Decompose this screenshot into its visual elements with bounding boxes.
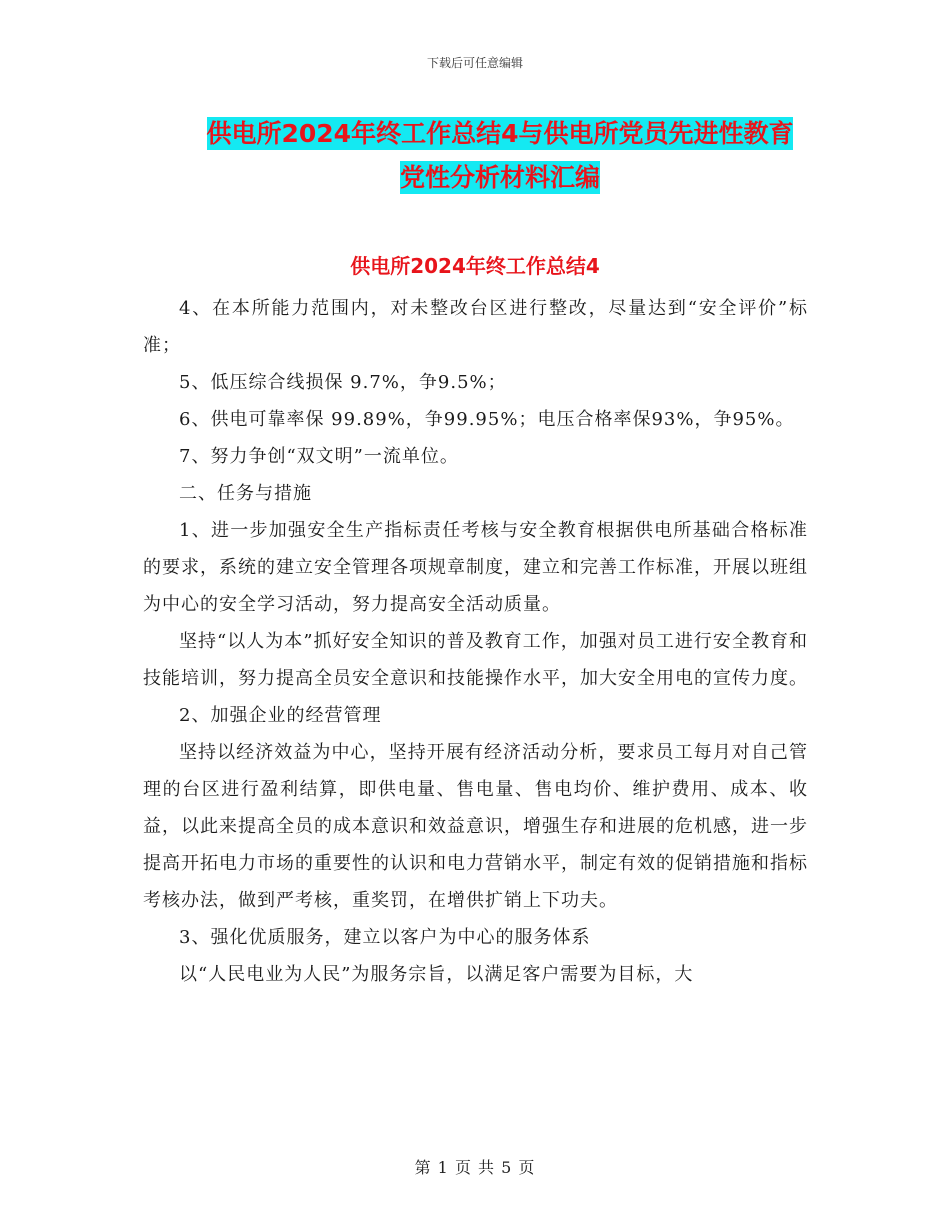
paragraph: 坚持以经济效益为中心，坚持开展有经济活动分析，要求员工每月对自己管理的台区进行盈利结算，即供电量、售电量、售电均价、维护费用、成本、收益，以此来提高全员的成本意识和效益意识，增强生存和进展的危机感，进一步提高开拓电力市场的重要性的认识和电力营销水平，制定有效的促销措施和指标考核办法，做到严考核，重奖罚，在增供扩销上下功夫。 <box>143 742 808 911</box>
document-title <box>140 112 860 200</box>
paragraph: 3、强化优质服务，建立以客户为中心的服务体系 <box>179 927 591 948</box>
page-footer: 第 1 页 共 5 页 <box>414 1158 536 1177</box>
paragraph: 4、在本所能力范围内，对未整改台区进行整改，尽量达到“安全评价”标准； <box>143 298 808 356</box>
paragraph: 7、努力争创“双文明”一流单位。 <box>179 446 459 467</box>
paragraph: 二、任务与措施 <box>179 483 312 504</box>
title-line-1: 供电所2024年终工作总结4与供电所党员先进性教育 <box>206 119 794 148</box>
paragraph: 2、加强企业的经营管理 <box>179 705 382 726</box>
section-title: 供电所2024年终工作总结4 <box>350 254 600 278</box>
header-note: 下载后可任意编辑 <box>426 56 523 70</box>
paragraph: 以“人民电业为人民”为服务宗旨，以满足客户需要为目标，大 <box>179 964 694 985</box>
paragraph: 5、低压综合线损保 9.7%，争9.5%； <box>179 372 507 393</box>
title-line-2: 党性分析材料汇编 <box>399 163 600 192</box>
paragraph: 坚持“以人为本”抓好安全知识的普及教育工作，加强对员工进行安全教育和技能培训，努力提高全员安全意识和技能操作水平，加大安全用电的宣传力度。 <box>143 631 808 689</box>
paragraph: 6、供电可靠率保 99.89%，争99.95%；电压合格率保93%，争95%。 <box>179 409 795 430</box>
paragraph: 1、进一步加强安全生产指标责任考核与安全教育根据供电所基础合格标准的要求，系统的建立安全管理各项规章制度，建立和完善工作标准，开展以班组为中心的安全学习活动，努力提高安全活动质量。 <box>143 520 808 615</box>
document-body <box>143 290 808 993</box>
